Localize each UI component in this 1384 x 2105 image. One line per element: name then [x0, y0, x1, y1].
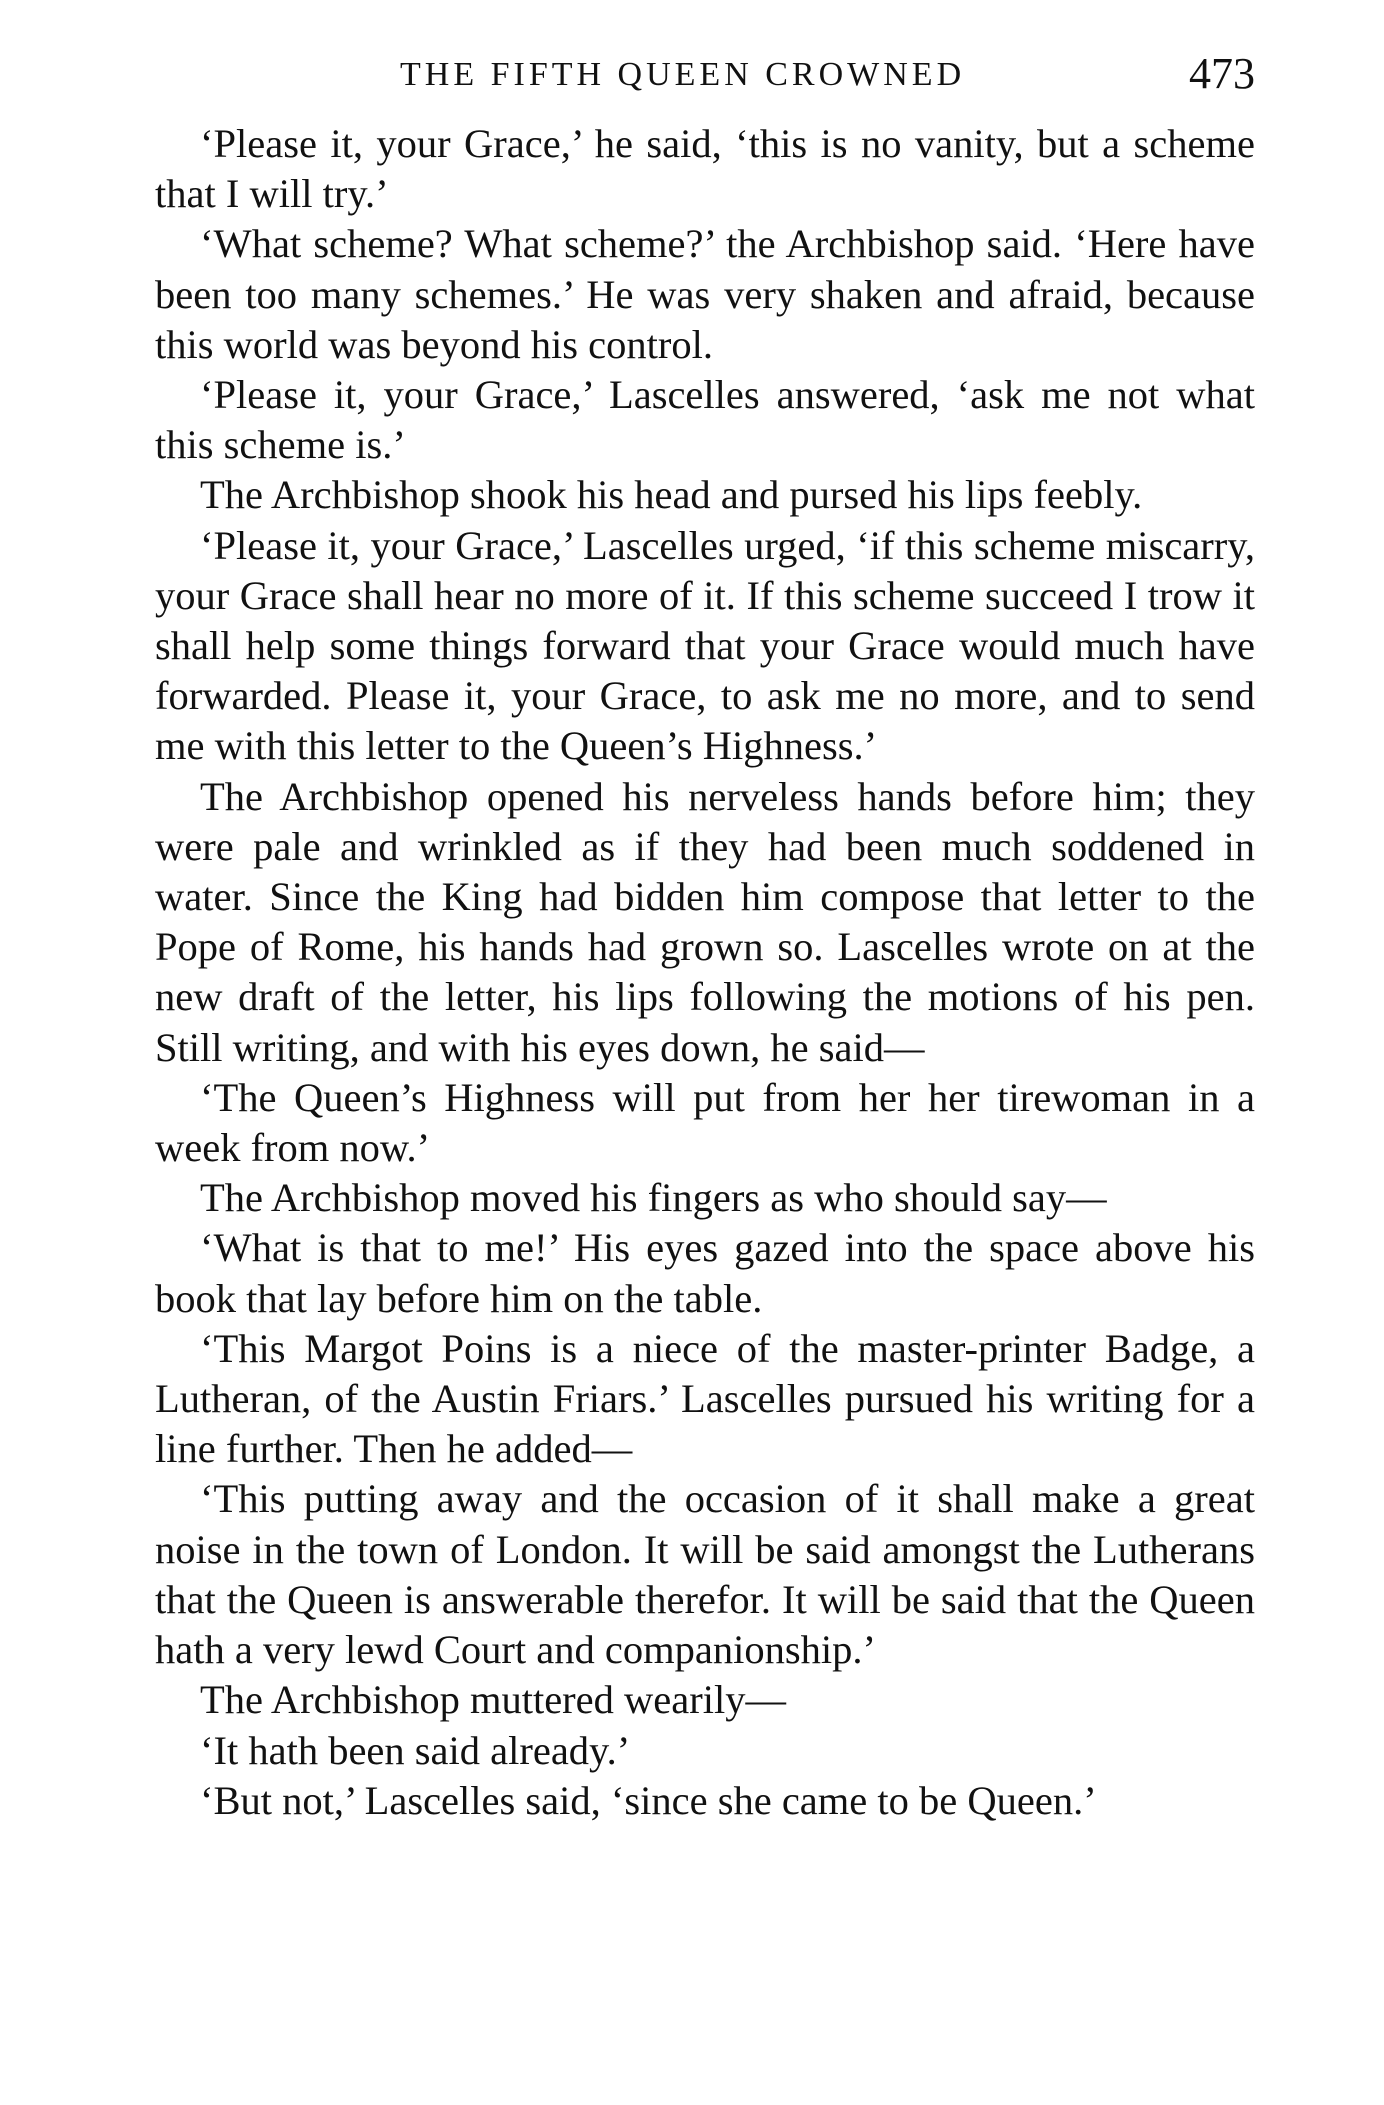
paragraph: ‘The Queen’s Highness will put from her her tirewoman in a week from now.’ [155, 1074, 1255, 1171]
paragraph: ‘What scheme? What scheme?’ the Archbishop said. ‘Here have been too many schemes.’ He was very shaken and afraid, because this world was beyond his control. [155, 221, 1255, 367]
paragraph: ‘It hath been said already.’ [200, 1727, 631, 1773]
paragraph: The Archbishop opened his nerveless hands before him; they were pale and wrinkled as if they had been much soddened in water. Since the King had bidden him compose that letter to the Pope of Rome, his hands had grown so. Lascelles wrote on at the new draft of the letter, his lips following the motions of his pen. Still writing, and with his eyes down, he said— [155, 773, 1255, 1070]
paragraph: The Archbishop moved his fingers as who should say— [200, 1175, 1107, 1221]
paragraph: The Archbishop shook his head and pursed his lips feebly. [200, 472, 1143, 518]
running-head [155, 48, 1255, 108]
paragraph: ‘But not,’ Lascelles said, ‘since she came to be Queen.’ [200, 1777, 1097, 1823]
paragraph: ‘Please it, your Grace,’ Lascelles answered, ‘ask me not what this scheme is.’ [155, 372, 1255, 468]
paragraph: ‘This Margot Poins is a niece of the master-printer Badge, a Lutheran, of the Austin Friars.’ Lascelles pursued his writing for a line further. Then he added— [155, 1325, 1255, 1472]
paragraph: ‘This putting away and the occasion of it shall make a great noise in the town of London. It will be said amongst the Lutherans that the Queen is answerable therefor. It will be said that the Queen hath a very lewd Court and companionship.’ [155, 1476, 1255, 1673]
paragraph: ‘What is that to me!’ His eyes gazed into the space above his book that lay before him on the table. [155, 1225, 1255, 1321]
paragraph: The Archbishop muttered wearily— [200, 1677, 786, 1723]
page-number: 473 [1189, 49, 1255, 98]
paragraph: ‘Please it, your Grace,’ Lascelles urged, ‘if this scheme miscarry, your Grace shall hear no more of it. If this scheme succeed I trow it shall help some things forward that your Grace would much have forwarded. Please it, your Grace, to ask me no more, and to send me with this letter to the Queen’s Highness.’ [155, 522, 1255, 769]
paragraph: ‘Please it, your Grace,’ he said, ‘this is no vanity, but a scheme that I will try.’ [155, 121, 1255, 217]
running-title: THE FIFTH QUEEN CROWNED [400, 56, 966, 93]
body-text [155, 119, 1255, 1826]
